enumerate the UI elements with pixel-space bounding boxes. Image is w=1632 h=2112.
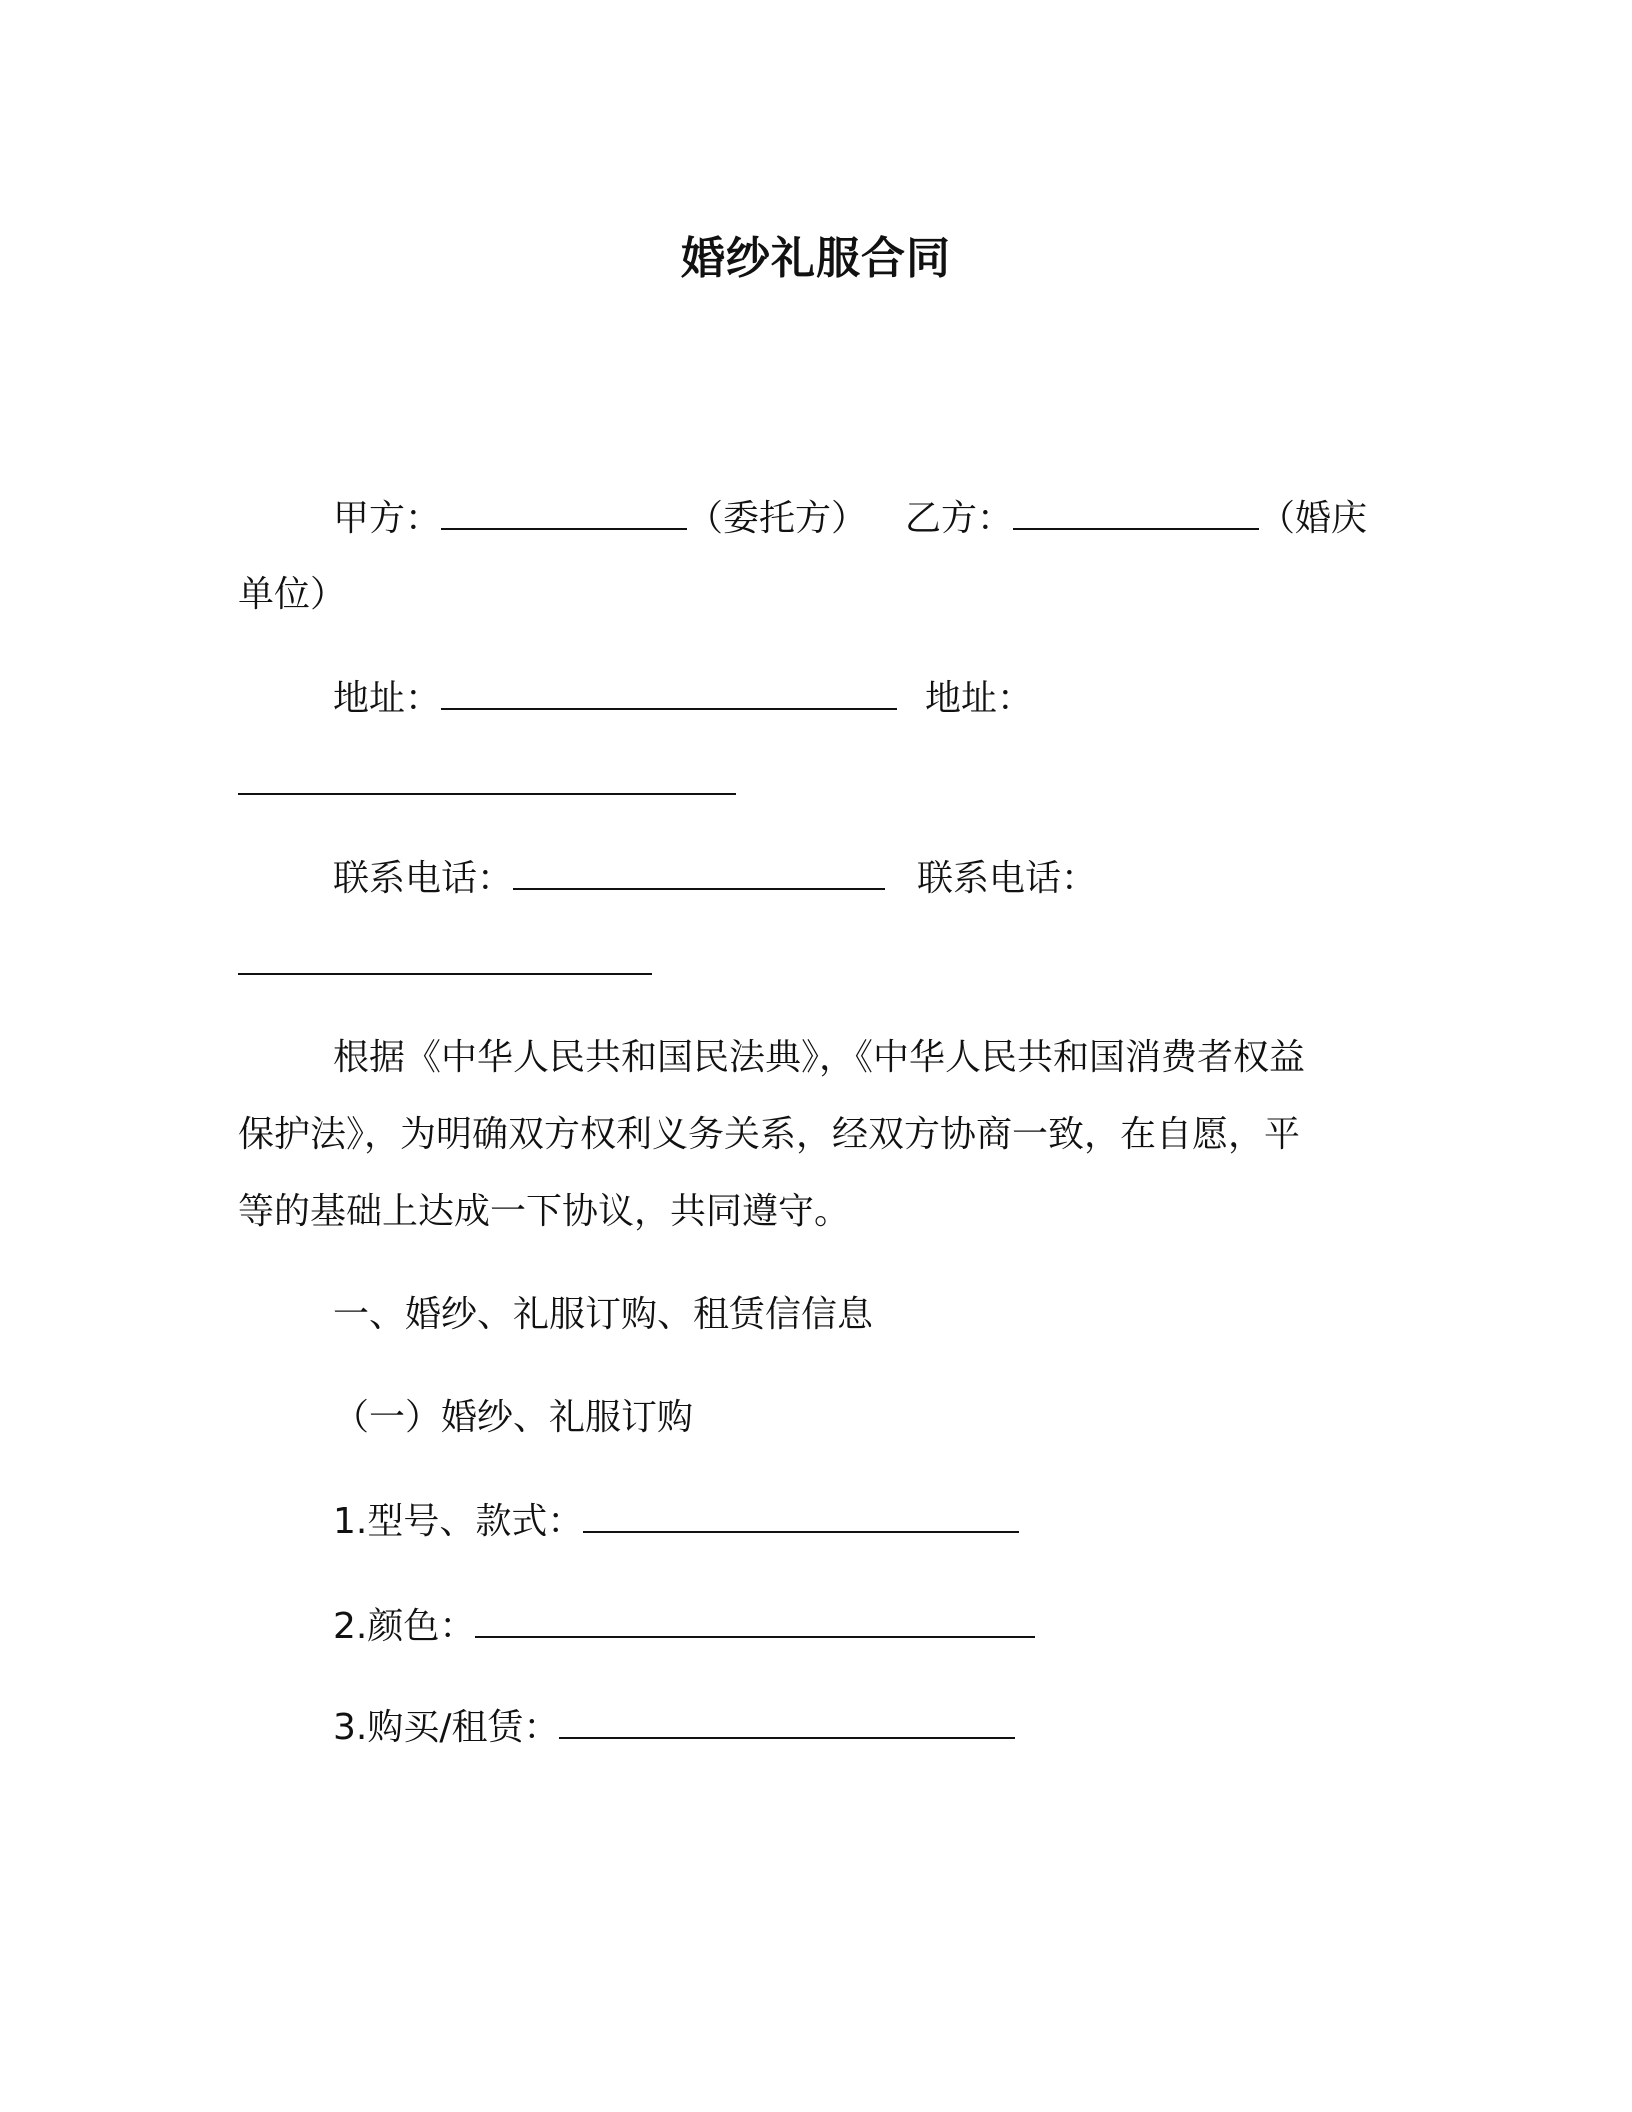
phone-b-blank[interactable] [238,943,652,975]
item-2-line [333,1605,1035,1649]
item-3-label: 3.购买/租赁： [333,1707,560,1748]
address-a-label: 地址： [333,678,442,719]
item-1-blank[interactable] [583,1501,1019,1533]
subsection-1-heading: （一）婚纱、礼服订购 [333,1397,694,1438]
party-line [333,497,867,541]
phone-b-line [917,857,1097,901]
address-b-line [925,677,1033,721]
address-a-line [333,677,897,721]
party-a-label: 甲方： [333,498,442,539]
address-b-label: 地址： [925,678,1034,719]
address-b-blank-line [238,762,736,806]
preamble-line-1: 根据《中华人民共和国民法典》，《中华人民共和国消费者权益 [333,1037,1306,1078]
phone-b-label: 联系电话： [917,858,1098,899]
item-2-label: 2.颜色： [333,1606,476,1647]
contract-title: 婚纱礼服合同 [681,233,951,284]
phone-a-label: 联系电话： [333,858,514,899]
party-b-label: 乙方： [905,498,1014,539]
section-1-heading: 一、婚纱、礼服订购、租赁信信息 [333,1294,874,1335]
party-b-role-continued: 单位） [238,574,347,615]
item-1-label: 1.型号、款式： [333,1501,584,1542]
phone-a-blank[interactable] [513,858,885,890]
preamble-line-3: 等的基础上达成一下协议，共同遵守。 [238,1191,851,1232]
phone-a-line [333,857,885,901]
item-2-blank[interactable] [475,1606,1035,1638]
party-a-blank[interactable] [441,498,687,530]
address-b-blank[interactable] [238,763,736,795]
item-1-line [333,1500,1019,1544]
party-b-line [905,497,1367,541]
preamble-line-2: 保护法》，为明确双方权利义务关系，经双方协商一致，在自愿，平 [238,1114,1301,1155]
address-a-blank[interactable] [441,678,897,710]
party-a-role: （委托方） [687,498,868,539]
phone-b-blank-line [238,942,652,986]
item-3-line [333,1706,1015,1750]
party-b-blank[interactable] [1013,498,1259,530]
item-3-blank[interactable] [559,1707,1015,1739]
party-b-role-part1: （婚庆 [1259,498,1368,539]
